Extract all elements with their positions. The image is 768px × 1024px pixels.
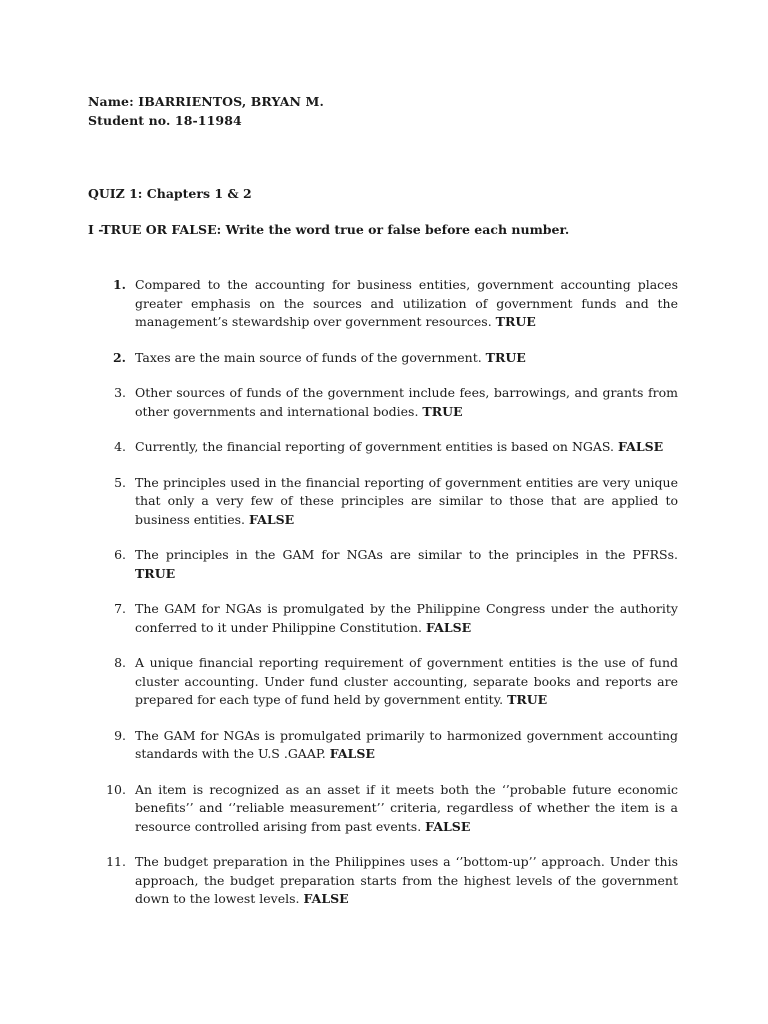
question-text-block (135, 384, 678, 421)
question-answer: FALSE (303, 891, 349, 906)
quiz-title: QUIZ 1: Chapters 1 & 2 (88, 186, 252, 201)
question-text: Other sources of funds of the government include fees, barrowings, and grants from other governments and international bodies. (135, 385, 678, 419)
question-answer: FALSE (425, 619, 472, 635)
question-text: The principles used in the financial reporting of government entities are very unique that only a very few of these principles are similar to those that are applied to business entities. (135, 474, 678, 527)
question-item (0, 276, 768, 332)
question-item (0, 349, 768, 368)
question-list (0, 276, 768, 926)
question-answer: FALSE (617, 439, 664, 454)
question-item (0, 474, 768, 530)
question-number: 2. (112, 349, 126, 365)
question-text-block (135, 600, 678, 637)
student-name (88, 94, 324, 109)
question-text: Currently, the financial reporting of government entities is based on NGAS. (135, 439, 614, 454)
question-item (0, 853, 768, 909)
question-text-block (135, 474, 678, 530)
question-item (0, 781, 768, 837)
question-number: 5. (114, 474, 126, 490)
question-text: The GAM for NGAs is promulgated by the Philippine Congress under the authority conferred to it under Philippine Constitution. (135, 601, 678, 635)
question-number: 4. (114, 439, 126, 454)
question-item (0, 384, 768, 421)
question-text: Taxes are the main source of funds of the government. (135, 349, 482, 365)
question-text: An item is recognized as an asset if it meets both the ‘’probable future economic benefits’’ and ‘’reliable measurement’’ criteria, regardless of whether the item is a resource controlled arising from past events. (135, 781, 678, 834)
question-item (0, 438, 768, 457)
question-text: A unique financial reporting requirement of government entities is the use of fund cluster accounting. Under fund cluster accounting, separate books and reports are prepared for each type of fund held by government entity. (135, 655, 678, 707)
question-number: 11. (106, 854, 126, 869)
question-text-block (135, 727, 678, 764)
question-text-block (135, 349, 678, 368)
question-number: 10. (106, 781, 126, 797)
question-text: Compared to the accounting for business entities, government accounting places greater emphasis on the sources and utilization of government funds and the management’s stewardship over government resources. (135, 277, 678, 329)
student-number (88, 113, 242, 128)
question-item (0, 654, 768, 710)
question-text-block (135, 853, 678, 909)
question-text-block (135, 546, 678, 583)
question-text: The principles in the GAM for NGAs are similar to the principles in the PFRSs. (135, 547, 678, 562)
question-text-block (135, 781, 678, 837)
question-text-block (135, 276, 678, 332)
section-instructions: I -TRUE OR FALSE: Write the word true or false before each number. (88, 222, 570, 237)
name-value: IBARRIENTOS, BRYAN M. (138, 94, 324, 109)
question-answer: TRUE (507, 692, 548, 707)
question-text-block (135, 654, 678, 710)
question-answer: TRUE (135, 565, 176, 581)
question-text: The GAM for NGAs is promulgated primarily to harmonized government accounting standards with the U.S .GAAP. (135, 727, 678, 761)
question-item (0, 546, 768, 583)
question-item (0, 600, 768, 637)
question-number: 1. (112, 277, 126, 292)
question-answer: FALSE (329, 746, 375, 761)
question-answer: TRUE (495, 314, 536, 329)
question-text: The budget preparation in the Philippines uses a ‘’bottom-up’’ approach. Under this approach, the budget preparation starts from the highest levels of the government down to the lowest levels. (135, 854, 678, 906)
question-item (0, 727, 768, 764)
question-text-block (135, 438, 678, 457)
question-answer: TRUE (422, 403, 463, 419)
question-answer: TRUE (485, 349, 526, 365)
student-number-value: 18-11984 (174, 113, 242, 128)
question-number: 9. (114, 727, 126, 743)
name-label: Name: (88, 94, 134, 109)
question-answer: FALSE (248, 511, 295, 527)
question-number: 8. (114, 655, 126, 670)
question-number: 6. (114, 547, 126, 562)
question-number: 7. (114, 601, 126, 616)
question-number: 3. (114, 385, 126, 400)
question-answer: FALSE (425, 818, 471, 834)
student-number-label: Student no. (88, 113, 171, 128)
